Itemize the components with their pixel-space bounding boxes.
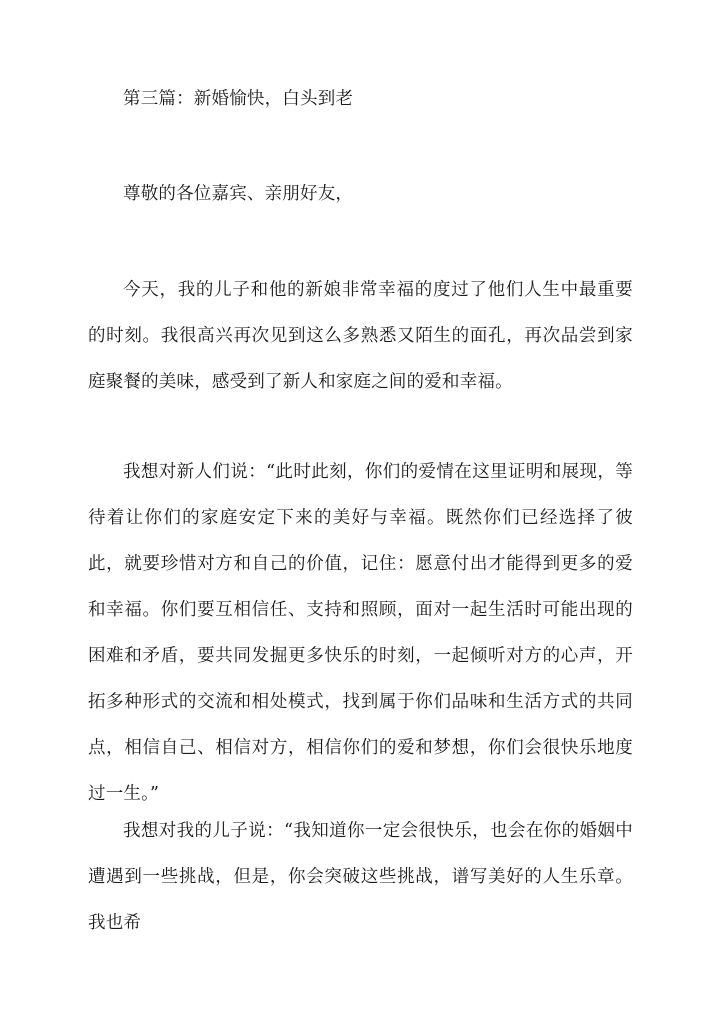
document-title: 第三篇：新婚愉快，白头到老 (123, 89, 354, 109)
paragraph-3: 我想对我的儿子说：“我知道你一定会很快乐，也会在你的婚姻中遭遇到一些挑战，但是，你会突破这些挑战，谱写美好的人生乐章。我也希 (88, 821, 633, 933)
paragraph-2: 我想对新人们说：“此时此刻，你们的爱情在这里证明和展现，等待着让你们的家庭安定下来的美好与幸福。既然你们已经选择了彼此，就要珍惜对方和自己的价值，记住：愿意付出才能得到更多的爱和幸福。你们要互相信任、支持和照顾，面对一起生活时可能出现的困难和矛盾，要共同发掘更多快乐的时刻，一起倾听对方的心声，开拓多种形式的交流和相处模式，找到属于你们品味和生活方式的共同点，相信自己、相信对方，相信你们的爱和梦想，你们会很快乐地度过一生。” (88, 462, 633, 804)
paragraph-1: 今天，我的儿子和他的新娘非常幸福的度过了他们人生中最重要的时刻。我很高兴再次见到这么多熟悉又陌生的面孔，再次品尝到家庭聚餐的美味，感受到了新人和家庭之间的爱和幸福。 (88, 280, 633, 392)
salutation: 尊敬的各位嘉宾、亲朋好友， (123, 184, 354, 204)
